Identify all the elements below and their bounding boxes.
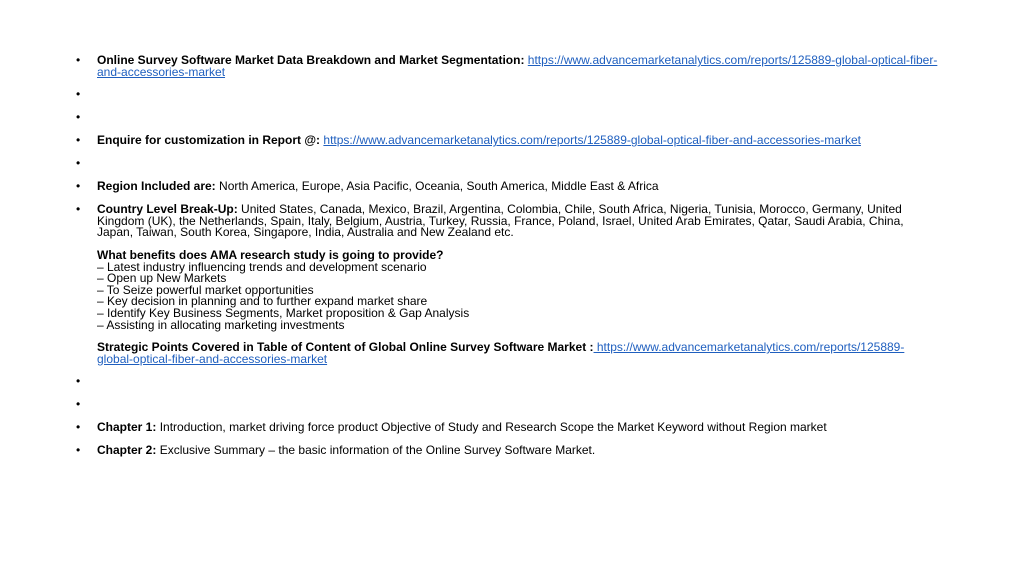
country-paragraph	[97, 204, 938, 239]
benefit-line: – To Seize powerful market opportunities	[97, 282, 314, 297]
toc-paragraph	[97, 342, 938, 365]
item-text: North America, Europe, Asia Pacific, Oceania, South America, Middle East & Africa	[219, 179, 659, 194]
benefit-line: – Key decision in planning and to further expand market share	[97, 294, 428, 309]
bullet-icon: •	[76, 374, 81, 389]
item-label: Chapter 1:	[97, 420, 157, 435]
bullet-item-empty	[0, 158, 1024, 170]
item-label: Online Survey Software Market Data Breakdown and Market Segmentation:	[97, 53, 525, 67]
benefit-line: – Open up New Markets	[97, 271, 227, 286]
bullet-icon: •	[76, 156, 81, 171]
bullet-item-chapter-2	[0, 445, 1024, 457]
bullet-item-empty	[0, 112, 1024, 124]
bullet-item-empty	[0, 89, 1024, 101]
toc-label: Strategic Points Covered in Table of Content of Global Online Survey Software Market :	[97, 340, 594, 355]
bullet-item-enquire	[0, 135, 1024, 147]
bullet-list	[0, 55, 1024, 468]
bullet-icon: •	[76, 202, 81, 217]
bullet-icon: •	[76, 420, 81, 435]
item-text: Introduction, market driving force product Objective of Study and Research Scope the Market Keyword without Region market	[159, 420, 827, 435]
item-label: Chapter 2:	[97, 443, 157, 458]
bullet-icon: •	[76, 397, 81, 412]
item-label: Enquire for customization in Report @:	[97, 133, 321, 148]
bullet-icon: •	[76, 443, 81, 458]
bullet-item-segmentation	[0, 55, 1024, 78]
bullet-item-empty	[0, 399, 1024, 411]
bullet-icon: •	[76, 179, 81, 194]
enquire-link[interactable]: https://www.advancemarketanalytics.com/reports/125889-global-optical-fiber-and-accessories-market	[323, 133, 861, 148]
report-link[interactable]: https://www.advancemarketanalytics.com/reports/125889-global-optical-fiber-and-accessories-market	[97, 53, 938, 79]
bullet-item-country	[0, 204, 1024, 365]
bullet-item-chapter-1	[0, 422, 1024, 434]
bullet-icon: •	[76, 53, 81, 67]
bullet-icon: •	[76, 133, 81, 148]
item-label: Region Included are:	[97, 179, 216, 194]
item-text: Exclusive Summary – the basic information of the Online Survey Software Market.	[159, 443, 596, 458]
bullet-item-region	[0, 181, 1024, 193]
toc-link[interactable]: https://www.advancemarketanalytics.com/reports/125889-global-optical-fiber-and-accessories-market	[97, 340, 905, 366]
bullet-icon: •	[76, 110, 81, 125]
benefits-heading: What benefits does AMA research study is going to provide?	[97, 247, 444, 262]
item-text: United States, Canada, Mexico, Brazil, Argentina, Colombia, Chile, South Africa, Nigeria, Tunisia, Morocco, Germany, United Kingdom (UK), the Netherlands, Spain, Italy, Belgium, Austria, Turkey, Russia, France, Poland, Israel, United Arab Emirates, Qatar, Saudi Arabia, China, Japan, Taiwan, South Korea, Singapore, India, Australia and New Zealand etc.	[97, 202, 904, 240]
benefit-line: – Identify Key Business Segments, Market proposition & Gap Analysis	[97, 305, 470, 320]
benefit-line: – Assisting in allocating marketing investments	[97, 317, 345, 332]
benefit-line: – Latest industry influencing trends and development scenario	[97, 259, 427, 274]
item-label: Country Level Break-Up:	[97, 202, 238, 217]
bullet-item-empty	[0, 376, 1024, 388]
bullet-icon: •	[76, 87, 81, 102]
